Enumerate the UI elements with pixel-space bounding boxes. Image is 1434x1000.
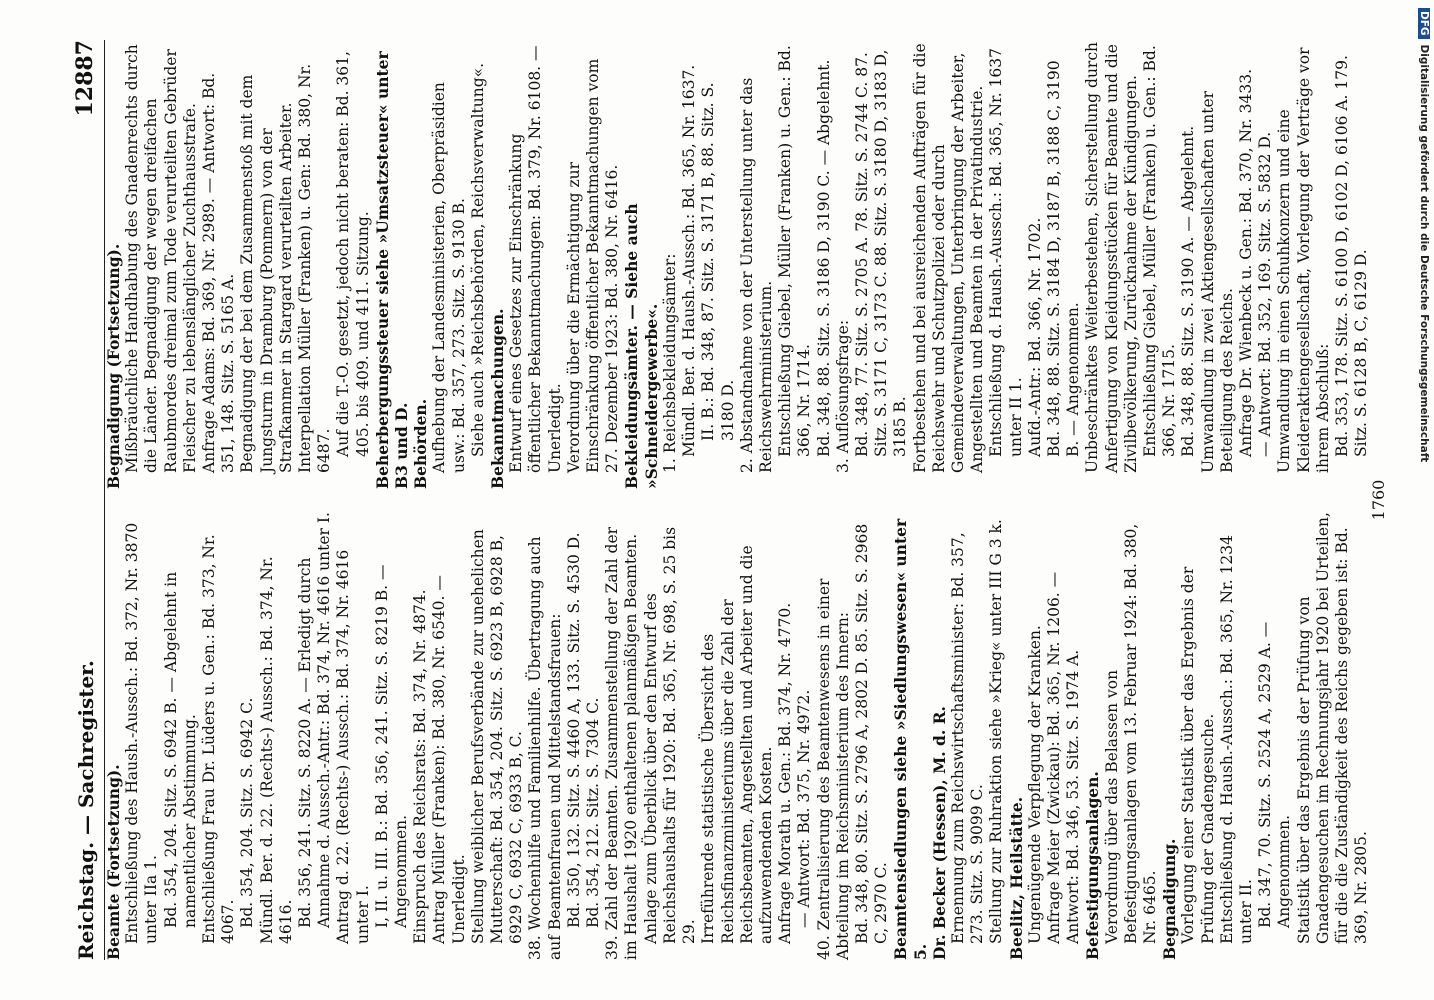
- entry-line: Anfrage Dr. Wienbeck u. Gen.: Bd. 370, Nr. 3433.: [1236, 69, 1255, 457]
- entry-line: Interpellation Müller (Franken) u. Gen: Bd. 380, Nr. 6487.: [296, 63, 334, 473]
- entry-line: Anfrage Morath u. Gen.: Bd. 374, Nr. 4770.: [776, 602, 795, 944]
- entry-line: Auf die T.-O. gesetzt, jedoch nicht beraten: Bd. 361, 405. bis 409. und 411. Sitzung.: [334, 51, 372, 457]
- entry-line: II. B.: Bd. 348, 87. Sitz. S. 3171 B, 88. Sitz. S. 3180 D.: [699, 82, 737, 441]
- entry-line: Umwandlung in einen Schuhkonzern und eine Kleideraktiengesellschaft, Vorlegung der Verträge vor ihrem Abschluß:: [1275, 47, 1332, 473]
- entry-line: Umwandlung in zwei Aktiengesellschaften unter Beteiligung des Reichs.: [1198, 90, 1236, 473]
- entry-line: Bd. 354, 204. Sitz. S. 6942 C.: [238, 697, 257, 928]
- entry-heading: Begnadigung.: [1160, 838, 1180, 960]
- entry-heading: Bekanntmachungen.: [488, 308, 508, 489]
- entry-line: 1. Reichsbekleidungsämter:: [660, 253, 679, 473]
- entry-line: Bd. 354, 212. Sitz. S. 7304 C.: [584, 697, 603, 928]
- entry-heading: Beelitz, Heilstätte.: [1006, 796, 1026, 960]
- entry-line: — Antwort: Bd. 352, 169. Sitz. S. 5832 D.: [1256, 131, 1275, 457]
- entry-heading: Begnadigung (Fortsetzung).: [104, 243, 123, 489]
- entry-line: Entschließung d. Haush.-Aussch.: Bd. 365, Nr. 1234 unter II.: [1217, 534, 1255, 944]
- entry-line: Antrag Müller (Franken): Bd. 380, Nr. 6540. — Unerledigt.: [430, 575, 468, 944]
- right-column: [104, 40, 1371, 489]
- entry-heading: Befestigungsanlagen.: [1083, 771, 1103, 960]
- entry-line: Entschließung Giebel, Müller (Franken) u. Gen.: Bd. 366, Nr. 1714.: [776, 45, 814, 457]
- credit-text: Digitalisierung gefördert durch die Deutsche Forschungsgemeinschaft: [1418, 44, 1430, 463]
- entry-heading: Beherbergungssteuer siehe »Umsatzsteuer« unter B3 und D.: [372, 51, 412, 489]
- entry-line: Bd. 350, 132. Sitz. S. 4460 A, 133. Sitz. S. 4530 D.: [564, 532, 583, 928]
- entry-heading: Beamte (Fortsetzung).: [104, 764, 123, 960]
- digitization-credit: [1412, 0, 1434, 1000]
- entry-line: — Antwort: Bd. 375, Nr. 4972.: [795, 689, 814, 928]
- entry-line: Mündl. Ber. d. 22. (Rechts-) Aussch.: Bd. 374, Nr. 4616.: [257, 556, 295, 944]
- running-title: Reichstag. — Sachregister.: [74, 660, 98, 960]
- two-column-body: [104, 40, 1371, 960]
- entry-line: Verordnung über das Belassen von Befestigungsanlagen vom 13. Februar 1924: Bd. 380, Nr. 6465.: [1102, 523, 1159, 944]
- entry-line: Antrag d. 22. (Rechts-) Aussch.: Bd. 374, Nr. 4616 unter I.: [334, 549, 372, 944]
- entry-line: Ernennung zum Reichswirtschaftsminister: Bd. 357, 273. Sitz. S. 9099 C.: [948, 532, 987, 944]
- entry-line: Entschließung Frau Dr. Lüders u. Gen.: Bd. 373, Nr. 4067.: [200, 534, 238, 944]
- entry-line: Bd. 348, 77. Sitz. S. 2705 A. 78. Sitz. S. 2744 C. 87. Sitz. S. 3171 C, 3173 C. 88. Sitz. S. 3180 D, 3183 D, 3185 B.: [852, 49, 910, 457]
- entry-line: Anlage zum Überblick über den Entwurf des Reichshaushalts für 1920: Bd. 365, Nr. 698, S. 25 bis 29.: [641, 526, 699, 944]
- entry-line: Bd. 347, 70. Sitz. S. 2524 A, 2529 A. — Angenommen.: [1256, 621, 1294, 928]
- entry-line: 3. Auflösungsfrage:: [833, 319, 852, 473]
- entry-line: 40. Zentralisierung des Beamtenwesens in einer Abteilung im Reichsministerium des Innern:: [814, 578, 852, 960]
- entry-line: Aufd.-Antr.: Bd. 366, Nr. 1702.: [1025, 217, 1044, 457]
- entry-line: Irreführende statistische Übersicht des Reichsfinanzministeriums über die Zahl der Reichsbeamten, Angestellten und Arbeiter und die aufzuwendenden Kosten.: [699, 545, 775, 944]
- entry-line: Aufhebung der Landesministerien, Oberpräsidien usw.: Bd. 357, 273. Sitz. S. 9130 B.: [430, 82, 468, 473]
- entry-heading: Behörden.: [411, 398, 431, 489]
- entry-line: Bd. 348, 80. Sitz. S. 2796 A, 2802 D. 85. Sitz. S. 2968 C, 2970 C.: [852, 523, 891, 944]
- entry-line: Unbeschränktes Weiterbestehen, Sicherstellung durch Anfertigung von Kleidungsstücken für Beamte und die Zivilbevölkerung, Zurücknahme der Kündigungen.: [1083, 41, 1140, 473]
- entry-line: Bd. 356, 241. Sitz. S. 8220 A. — Erledigt durch Annahme d. Aussch.-Antr.: Bd. 374, Nr. 4616 unter I.: [296, 512, 334, 928]
- entry-line: Verordnung über die Ermächtigung zur Einschränkung öffentlicher Bekanntmachungen vom 27. Dezember 1923: Bd. 380, Nr. 6416.: [564, 58, 622, 473]
- page-header: [18, 40, 105, 960]
- entry-heading: Bekleidungsämter. — Siehe auch »Schneidergewerbe«.: [622, 203, 661, 489]
- entry-line: Stellung weiblicher Berufsverbände zur unehelichen Mutterschaft: Bd. 354, 204. Sitz. S. 6923 B, 6928 B, 6929 C, 6932 C, 6933 B, C.: [468, 529, 526, 944]
- entry-line: Einspruch des Reichsrats: Bd. 374, Nr. 4874.: [411, 589, 430, 944]
- entry-line: Statistik über das Ergebnis der Prüfung von Gnadengesuchen im Rechnungsjahr 1920 bei Urteilen, für die die Zuständigkeit des Reichs gegeben ist: Bd. 369, Nr. 2805.: [1294, 512, 1371, 944]
- entry-line: Anfrage Meier (Zwickau): Bd. 365, Nr. 1206. — Antwort: Bd. 346, 53. Sitz. S. 1974 A.: [1044, 571, 1083, 944]
- entry-line: 39. Zahl der Beamten. Zusammenstellung der Zahl der im Haushalt 1920 enthaltenen planmäßigen Beamten.: [603, 526, 641, 960]
- entry-line: 38. Wochenhilfe und Familienhilfe. Übertragung auch auf Beamtenfrauen und Mittelstandsfrauen:: [526, 536, 564, 960]
- entry-line: Bd. 348, 88. Sitz. S. 3184 D, 3187 B, 3188 C, 3190 B. — Angenommen.: [1044, 60, 1083, 457]
- entry-line: Bd. 353, 178. Sitz. S. 6100 D, 6102 D, 6106 A. 179. Sitz. S. 6128 B, C, 6129 D.: [1333, 55, 1371, 457]
- entry-line: Anfrage Adams: Bd. 369, Nr. 2989. — Antwort: Bd. 351, 148. Sitz. S. 5165 A.: [200, 72, 238, 473]
- entry-line: Bd. 348, 88. Sitz. S. 3190 A. — Abgelehnt.: [1179, 125, 1198, 457]
- footer-number: 1760: [1369, 479, 1388, 521]
- entry-line: Ungenügende Verpflegung der Kranken.: [1025, 625, 1044, 944]
- entry-line: Siehe auch »Reichsbehörden, Reichsverwaltung«.: [468, 62, 487, 457]
- entry-line: Bd. 348, 88. Sitz. S. 3186 D, 3190 C. — Abgelehnt.: [814, 59, 833, 457]
- entry-heading: Beamtensiedlungen siehe »Siedlungswesen« unter 5.: [891, 518, 930, 960]
- entry-line: Begnadigung der bei dem Zusammenstoß mit dem Jungsturm in Dramburg (Pommern) von der Strafkammer in Stargard verurteilten Arbeiter.: [238, 74, 295, 473]
- left-column: [104, 511, 1371, 960]
- entry-line: Entwurf eines Gesetzes zur Einschränkung öffentlicher Bekanntmachungen: Bd. 379, Nr. 6108. — Unerledigt.: [507, 45, 564, 473]
- entry-line: Entschließung Giebel, Müller (Franken) u. Gen.: Bd. 366, Nr. 1715.: [1140, 45, 1179, 457]
- entry-heading: Dr. Becker (Hessen), M. d. R.: [929, 706, 949, 960]
- entry-line: Mißbräuchliche Handhabung des Gnadenrechts durch die Länder. Begnadigung der wegen dreifachen Raubmordes dreimal zum Tode verurteilten Gebrüder Fleischer zu lebenslänglicher Zuchthausstrafe.: [123, 44, 199, 473]
- entry-line: Mündl. Ber. d. Haush.-Aussch.: Bd. 365, Nr. 1637.: [680, 64, 699, 457]
- entry-line: I, II. u. III. B.: Bd. 356, 241. Sitz. S. 8219 B. — Angenommen.: [372, 564, 411, 928]
- dfg-logo: DFG: [1418, 8, 1430, 39]
- entry-line: Bd. 354, 204. Sitz. S. 6942 B. — Abgelehnt in namentlicher Abstimmung.: [161, 571, 199, 928]
- entry-line: Entschließung d. Haush.-Aussch.: Bd. 365, Nr. 1637 unter II 1.: [987, 47, 1025, 457]
- page-number: 12887: [72, 40, 98, 117]
- entry-line: Vorlegung einer Statistik über das Ergebnis der Prüfung der Gnadengesuche.: [1179, 566, 1217, 944]
- entry-line: Stellung zur Ruhraktion siehe »Krieg« unter III G 3 k.: [987, 519, 1006, 944]
- entry-line: Fortbestehen und bei ausreichenden Aufträgen für die Reichswehr und Schutzpolizei oder durch Gemeindeverwaltungen, Unterbringung der Arbeiter, Angestellten und Beamten in der Privatindustrie.: [910, 43, 987, 473]
- entry-line: 2. Abstandnahme von der Unterstellung unter das Reichswehrministerium.: [737, 77, 775, 473]
- entry-line: Entschließung des Haush.-Aussch.: Bd. 372, Nr. 3870 unter IIa 1.: [123, 522, 161, 944]
